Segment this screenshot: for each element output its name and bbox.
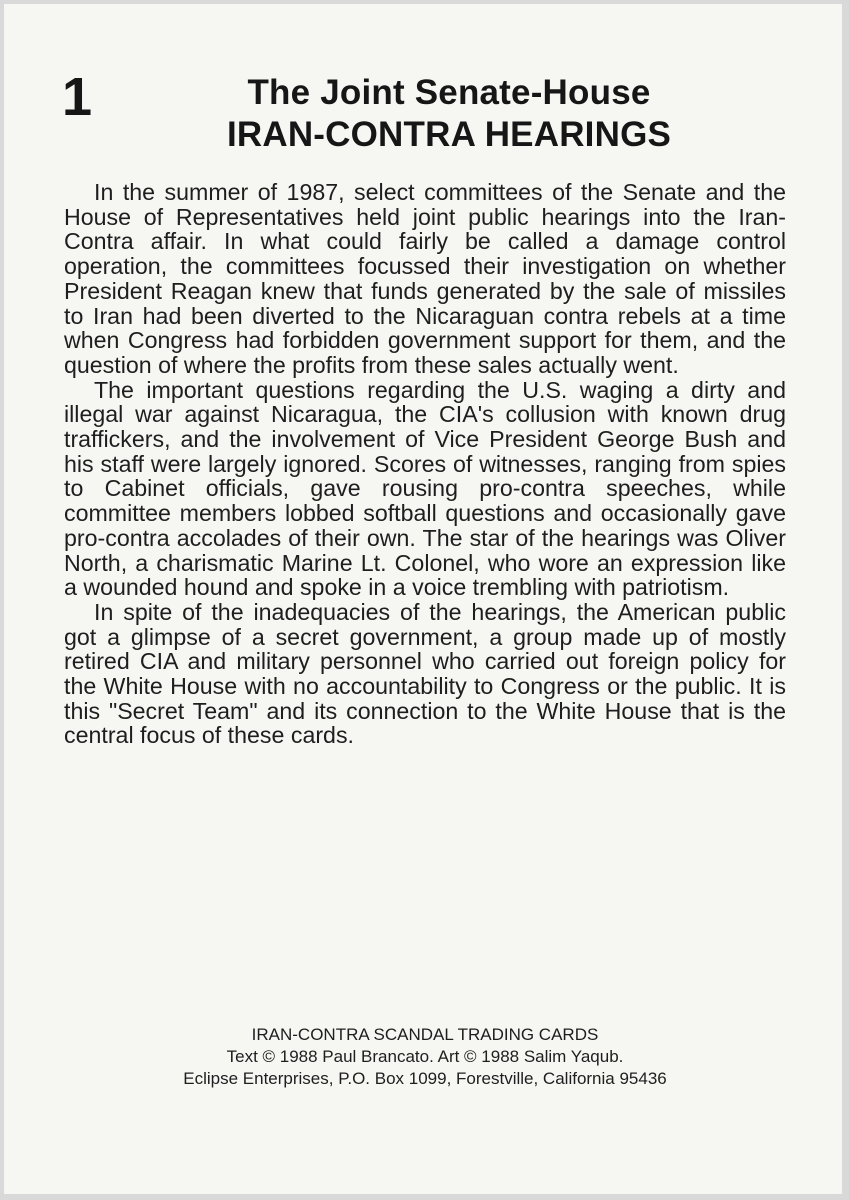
footer-publisher-address: Eclipse Enterprises, P.O. Box 1099, Forestville, California 95436 — [183, 1069, 667, 1088]
card-number: 1 — [62, 67, 93, 127]
trading-card-back — [4, 4, 842, 1194]
title-line-1: The Joint Senate-House — [247, 73, 651, 112]
paragraph-1: In the summer of 1987, select committees of the Senate and the House of Representatives held joint public hearings into the Iran-Contra affair. In what could fairly be called a damage control operation, the committees focussed their investigation on whether President Reagan knew that funds generated by the sale of missiles to Iran had been diverted to the Nicaraguan contra rebels at a time when Congress had forbidden government support for them, and the question of where the profits from these sales actually went. — [64, 179, 786, 378]
footer-copyright: Text © 1988 Paul Brancato. Art © 1988 Salim Yaqub. — [226, 1047, 624, 1066]
paragraph-3: In spite of the inadequacies of the hearings, the American public got a glimpse of a secret government, a group made up of mostly retired CIA and military personnel who carried out foreign policy for the White House with no accountability to Congress or the public. It is this "Secret Team" and its connection to the White House that is the central focus of these cards. — [64, 598, 786, 749]
card-footer — [64, 1024, 786, 1090]
paragraph-2: The important questions regarding the U.S. waging a dirty and illegal war against Nicaragua, the CIA's collusion with known drug traffickers, and the involvement of Vice President George Bush and his staff were largely ignored. Scores of witnesses, ranging from spies to Cabinet officials, gave rousing pro-contra speeches, while committee members lobbed softball questions and occasionally gave pro-contra accolades of their own. The star of the hearings was Oliver North, a charismatic Marine Lt. Colonel, who wore an expression like a wounded hound and spoke in a voice trembling with patriotism. — [64, 376, 786, 601]
card-title — [144, 72, 754, 156]
footer-series-title: IRAN-CONTRA SCANDAL TRADING CARDS — [251, 1025, 599, 1044]
card-body — [64, 180, 786, 748]
title-line-2: IRAN-CONTRA HEARINGS — [226, 115, 672, 154]
